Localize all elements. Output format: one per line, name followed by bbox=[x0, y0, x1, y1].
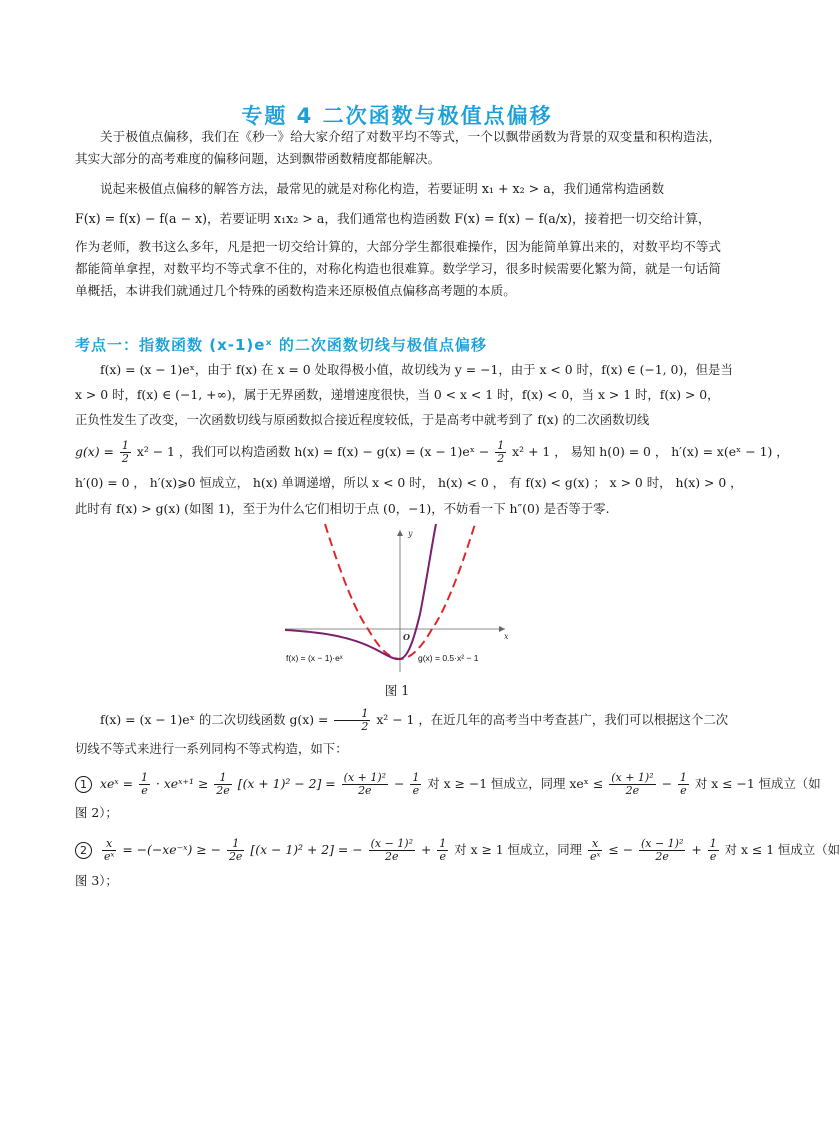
section-line-6: 此时有 f(x) > g(x) (如图 1)，至于为什么它们相切于点 (0，−1)，不妨看一下 h″(0) 是否等于零. bbox=[75, 501, 610, 516]
after-line-1b: x² − 1 ，在近几年的高考当中考查甚广，我们可以根据这个二次 bbox=[376, 712, 729, 727]
section-line-5: h′(0) = 0 ， h′(x)⩾0 恒成立， h(x) 单调递增，所以 x < 0 时， h(x) < 0 ， 有 f(x) < g(x) ； x > 0 时， h(x) > 0 ， bbox=[75, 475, 743, 490]
y-axis-label: y bbox=[408, 529, 413, 538]
item-1: 1 xeˣ = $\frac{1}{e}$ · xeˣ⁺¹ ≥ $\frac{1}{2e}$ [(x + 1)² − 2] = $\frac{\text{(x + 1)²}}{2e}$ − $\frac{1}{e}$ 对 x ≥ −1 恒成立，同理 xeˣ ≤ $\frac{\text{(x + 1)²}}{2e}$ − $\frac{1}{e}$ 对 x ≤ −1 恒成立（如 bbox=[75, 772, 721, 797]
section-line-1: f(x) = (x − 1)eˣ，由于 f(x) 在 x = 0 处取得极小值，故切线为 y = −1，由于 x < 0 时，f(x) ∈ (−1, 0)，但是当 bbox=[100, 362, 733, 377]
after-line-1a: f(x) = (x − 1)eˣ 的二次切线函数 g(x) = bbox=[100, 712, 329, 727]
figure-1 bbox=[280, 524, 510, 674]
fraction-half: $\frac{1}{2}$ bbox=[121, 439, 129, 465]
intro-paragraph-2b: F(x) = f(x) − f(a − x)，若要证明 x₁x₂ > a，我们通常也构造函数 F(x) = f(x) − f(a/x)，接着把一切交给计算， bbox=[75, 211, 711, 226]
section-line-2: x > 0 时，f(x) ∈ (−1, +∞)，属于无界函数，递增速度很快，当 0 < x < 1 时，f(x) < 0，当 x > 1 时，f(x) > 0， bbox=[75, 387, 720, 402]
origin-label: O bbox=[403, 632, 410, 642]
item-2: 2 $\frac{x}{\text{eˣ}}$ = −(−xe⁻ˣ) ≥ − $\frac{1}{2e}$ [(x − 1)² + 2] = − $\frac{\text{(x − 1)²}}{2e}$ + $\frac{1}{e}$ 对 x ≥ 1 恒成立，同理 $\frac{x}{\text{eˣ}}$ ≤ − $\frac{\text{(x − 1)²}}{2e}$ + $\frac{1}{e}$ 对 x ≤ 1 恒成立（如 bbox=[75, 838, 721, 863]
item-1-tail: 图 2）； bbox=[75, 805, 118, 820]
intro-paragraph-2a: 说起来极值点偏移的解答方法，最常见的就是对称化构造，若要证明 x₁ + x₂ > a，我们通常构造函数 bbox=[100, 181, 665, 196]
fraction-half-3: $\frac{1}{2}$ bbox=[334, 708, 370, 733]
item-2-number: 2 bbox=[75, 842, 92, 859]
f-label: f(x) = (x − 1)·eˣ bbox=[286, 653, 343, 663]
item-2-tail: 图 3）； bbox=[75, 873, 118, 888]
section-line-4 bbox=[75, 439, 789, 465]
after-line-1 bbox=[75, 707, 729, 733]
h-def: x² − 1 ，我们可以构造函数 h(x) = f(x) − g(x) = (x − 1)eˣ − bbox=[136, 444, 490, 459]
intro-paragraph-3: 作为老师，教书这么多年，凡是把一切交给计算的，大部分学生都很难操作，因为能简单算出来的，对数平均不等式都能简单拿捏，对数平均不等式拿不住的，对称化构造也很难算。数学学习，很多时候需要化繁为简，就是一句话简单概括，本讲我们就通过几个特殊的函数构造来还原极值点偏移高考题的本质。 bbox=[75, 239, 721, 298]
y-axis-arrow bbox=[397, 530, 403, 536]
after-line-2: 切线不等式来进行一系列同构不等式构造，如下： bbox=[75, 741, 348, 756]
h-props: x² + 1 ， 易知 h(0) = 0 ， h′(x) = x(eˣ − 1) ， bbox=[512, 444, 789, 459]
page-title: 专题 4 二次函数与极值点偏移 bbox=[241, 104, 553, 128]
g-def: g(x) = bbox=[75, 444, 114, 459]
intro-paragraph-1: 关于极值点偏移，我们在《秒一》给大家介绍了对数平均不等式，一个以飘带函数为背景的双变量和积构造法，其实大部分的高考难度的偏移问题，达到飘带函数精度都能解决。 bbox=[75, 129, 721, 166]
section-line-3: 正负性发生了改变，一次函数切线与原函数拟合接近程度较低，于是高考中就考到了 f(x) 的二次函数切线 bbox=[75, 412, 650, 427]
fraction-half-2: $\frac{1}{2}$ bbox=[497, 439, 505, 465]
f-curve bbox=[285, 524, 436, 659]
item-1-number: 1 bbox=[75, 776, 92, 793]
x-axis-label: x bbox=[504, 632, 509, 641]
section-heading: 考点一：指数函数 (x-1)eˣ 的二次函数切线与极值点偏移 bbox=[75, 336, 487, 354]
g-label: g(x) = 0.5·x² − 1 bbox=[418, 653, 479, 663]
figure-caption: 图 1 bbox=[384, 683, 410, 698]
